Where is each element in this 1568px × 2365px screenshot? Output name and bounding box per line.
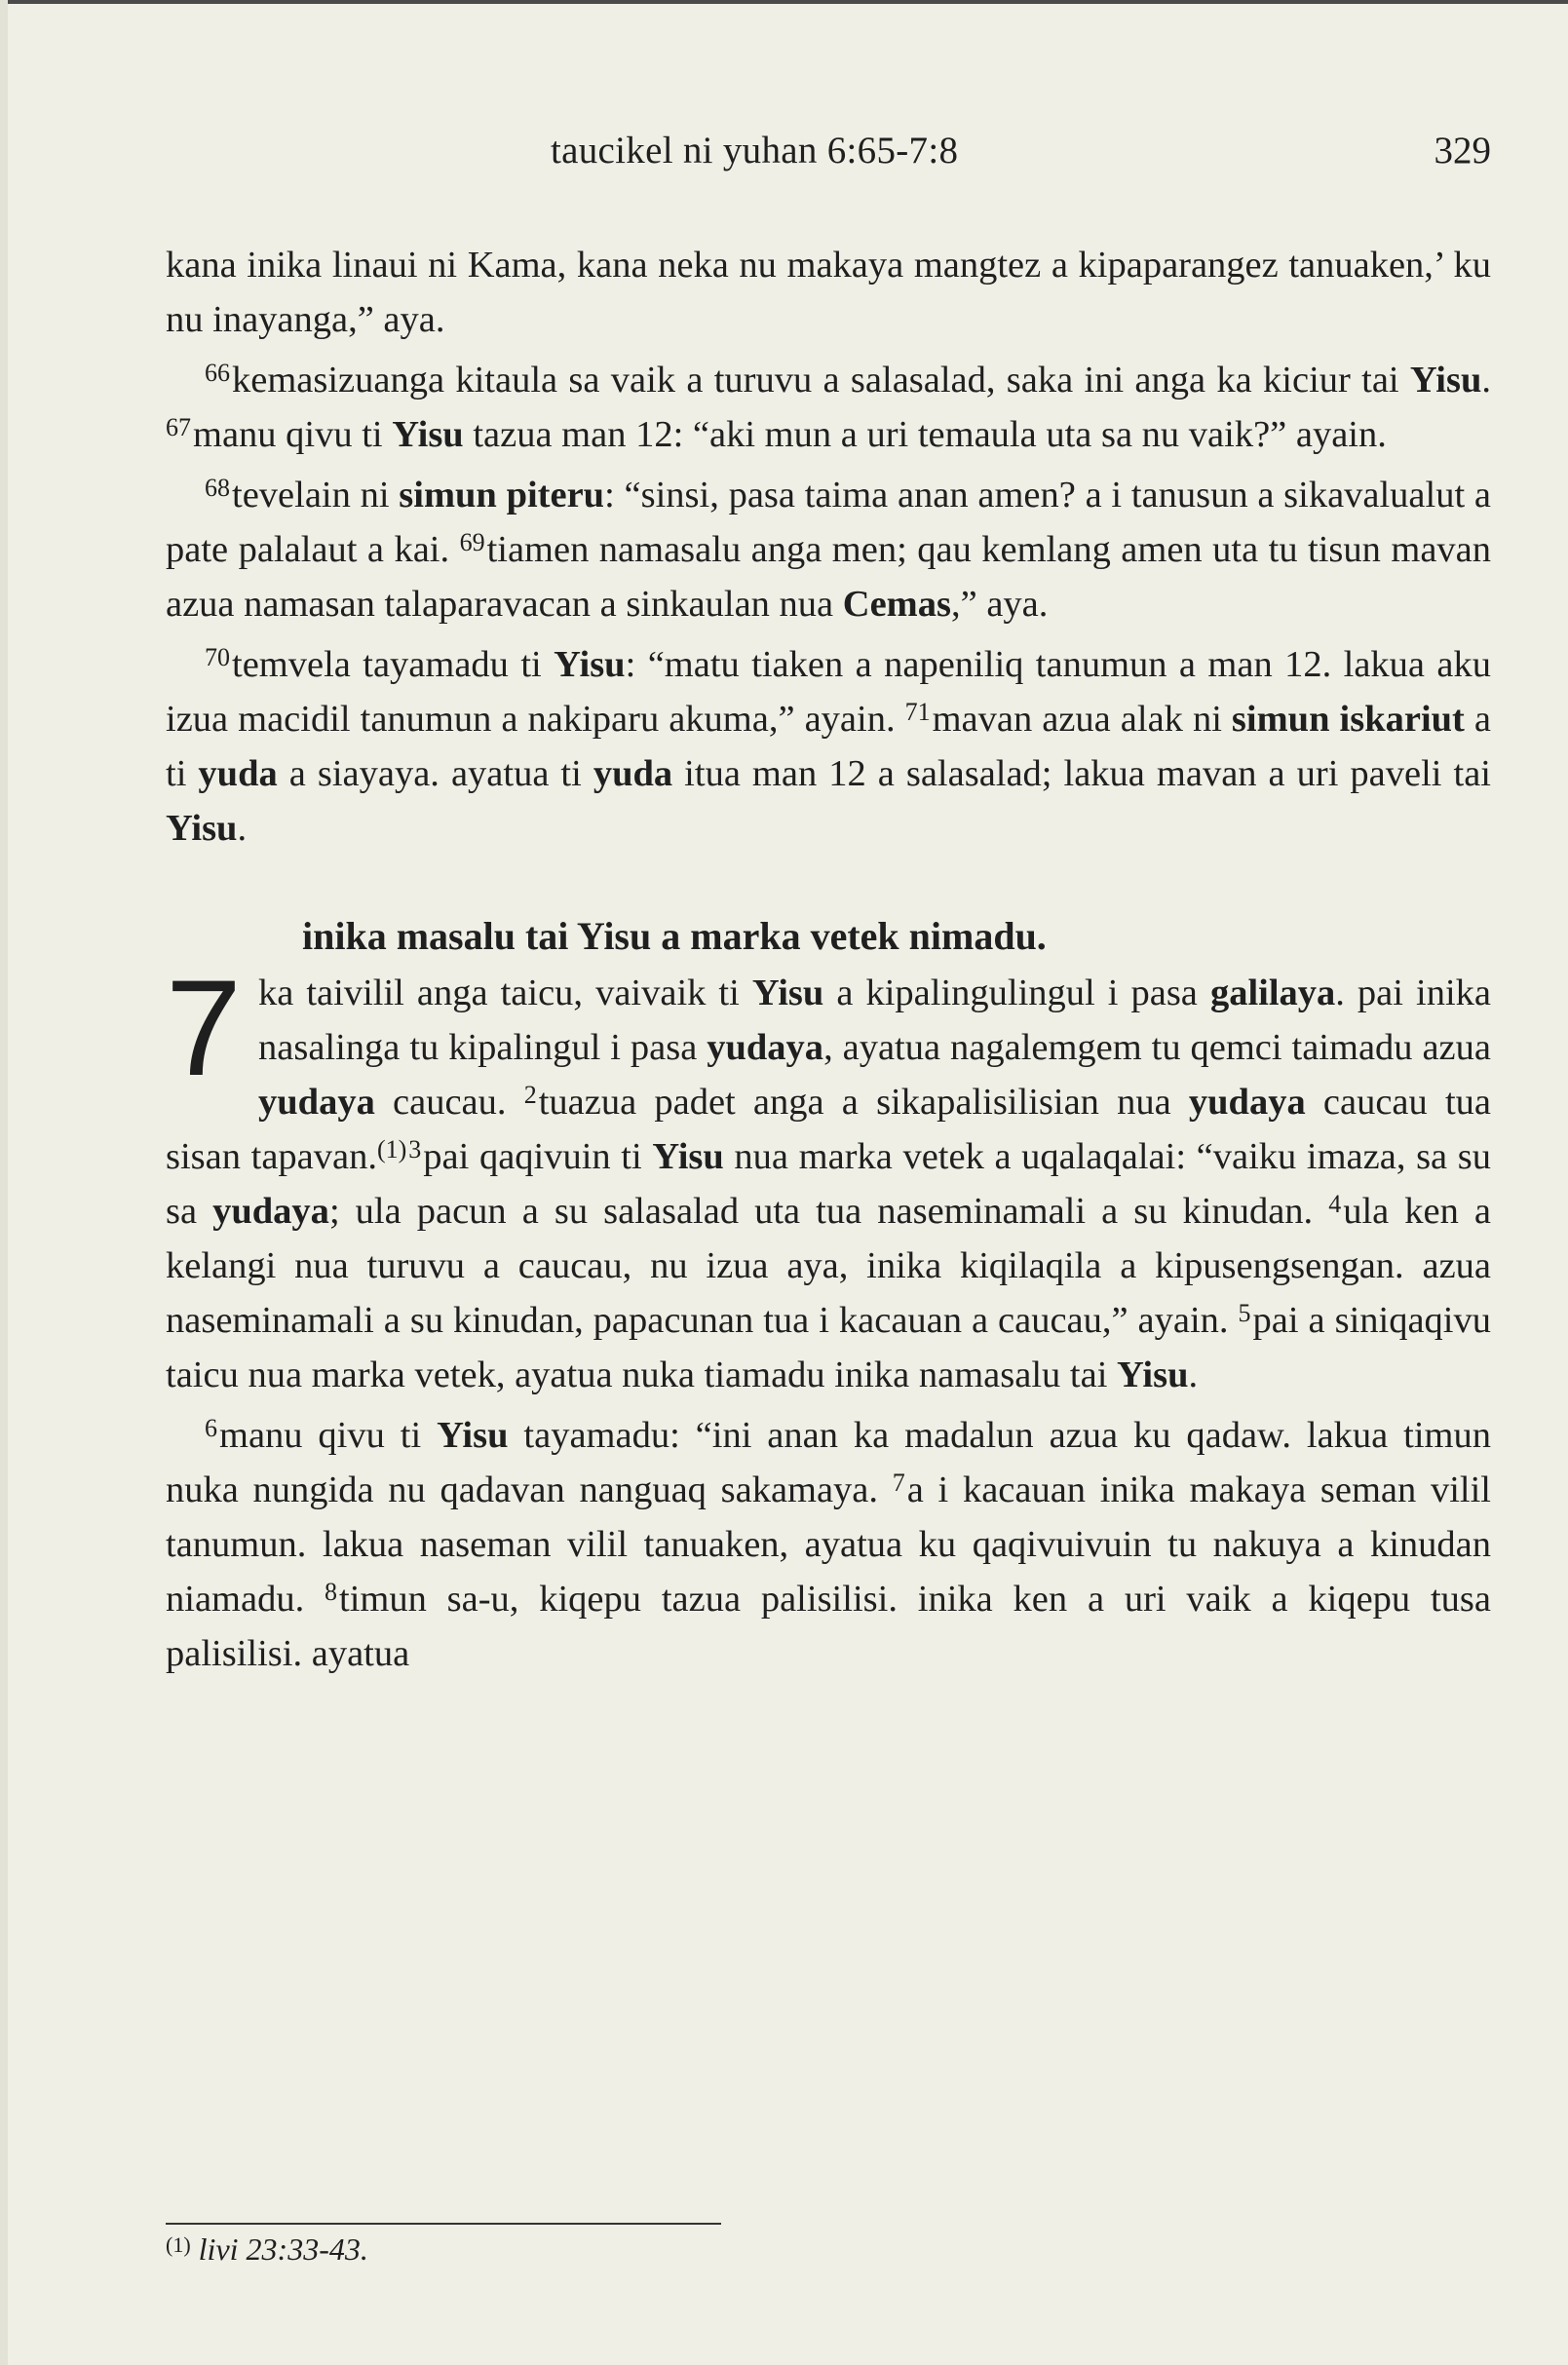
- name-bold: Yisu: [1117, 1354, 1189, 1395]
- paragraph-text: tayamadu: “ini anan ka madalun azua ku qadaw. lakua timun nuka nungida nu qadavan nanguaq sakamaya.: [166, 1415, 1491, 1510]
- paragraph-text: a kipalingulingul i pasa: [823, 973, 1210, 1013]
- paragraph-text: .: [1188, 1354, 1199, 1395]
- name-bold: yudaya: [707, 1027, 824, 1068]
- paragraph-text: nua marka vetek a uqalaqalai: “vaiku imaza, sa su sa: [166, 1136, 1491, 1232]
- paragraph-text: tuazua padet anga a sikapalisilisian nua: [538, 1082, 1189, 1123]
- name-bold: Yisu: [1409, 360, 1482, 401]
- name-bold: Yisu: [554, 644, 626, 685]
- page-left-edge: [0, 0, 8, 2365]
- verse-number: 7: [892, 1469, 905, 1497]
- paragraph-text: pai qaqivuin ti: [423, 1136, 653, 1177]
- verse-number: 68: [205, 474, 230, 502]
- name-bold: Yisu: [166, 808, 238, 849]
- page-top-edge: [0, 0, 1568, 4]
- paragraph-text: ,” aya.: [950, 584, 1049, 625]
- running-title: taucikel ni yuhan 6:65-7:8: [551, 130, 959, 172]
- name-bold: Yisu: [437, 1415, 509, 1456]
- paragraph-text: temvela tayamadu ti: [232, 644, 555, 685]
- paragraph-text: kemasizuanga kitaula sa vaik a turuvu a salasalad, saka ini anga ka kiciur tai: [232, 360, 1410, 401]
- verse-number: 2: [523, 1081, 537, 1109]
- verse-number: 71: [904, 698, 931, 726]
- paragraph-verse-66: [166, 353, 1491, 462]
- chapter-number: 7: [166, 951, 242, 1104]
- paragraph-text: manu qivu ti: [193, 414, 393, 455]
- paragraph-text: kana inika linaui ni Kama, kana neka nu makaya mangtez a kipaparangez tanuaken,’ ku nu inayanga,” aya.: [166, 245, 1491, 340]
- paragraph-text: . pai inika nasalinga tu kipalingul i pasa: [258, 973, 1491, 1068]
- name-bold: yuda: [593, 753, 673, 794]
- paragraph-text: ; ula pacun a su salasalad uta tua naseminamali a su kinudan.: [328, 1191, 1329, 1232]
- paragraph-verse-68: [166, 468, 1491, 631]
- paragraph-text: a ti: [166, 699, 1492, 794]
- name-bold: yudaya: [1188, 1082, 1306, 1123]
- paragraph-verse-70: [166, 637, 1491, 856]
- verse-number: 67: [166, 413, 191, 441]
- paragraph-text: tiamen namasalu anga men; qau kemlang amen uta tu tisun mavan azua namasan talaparavacan a sinkaulan nua: [166, 529, 1491, 625]
- paragraph-text: manu qivu ti: [219, 1415, 438, 1456]
- verse-number: 69: [459, 528, 485, 556]
- paragraph-text: : “sinsi, pasa taima anan amen? a i tanusun a sikavalualut a pate palalaut a kai.: [166, 475, 1491, 570]
- verse-number: 5: [1238, 1299, 1251, 1327]
- name-bold: Yisu: [751, 973, 824, 1013]
- footnote-divider: [166, 2223, 721, 2225]
- name-bold: yudaya: [212, 1191, 329, 1232]
- paragraph-continuation: [166, 238, 1491, 347]
- section-heading: inika masalu tai Yisu a marka vetek nimadu.: [302, 914, 1047, 958]
- verse-number: 4: [1328, 1190, 1342, 1218]
- paragraph-text: : “matu tiaken a napeniliq tanumun a man 12. lakua aku izua macidil tanumun a nakiparu akuma,” ayain.: [166, 644, 1491, 740]
- page-number: 329: [1434, 130, 1491, 172]
- paragraph-text: itua man 12 a salasalad; lakua mavan a uri paveli tai: [672, 753, 1491, 794]
- name-bold: Cemas: [842, 584, 951, 625]
- paragraph-text: ka taivilil anga taicu, vaivaik ti: [258, 973, 752, 1013]
- footnote-text: livi 23:33-43.: [198, 2231, 368, 2267]
- name-bold: yuda: [198, 753, 278, 794]
- verse-number: 70: [205, 643, 230, 671]
- paragraph-text: a i kacauan inika makaya seman vilil tanumun. lakua naseman vilil tanuaken, ayatua ku qaqivuivuin tu nakuya a kinudan niamadu.: [166, 1469, 1491, 1620]
- name-bold: simun iskariut: [1231, 699, 1465, 740]
- paragraph-text: pai a siniqaqivu taicu nua marka vetek, ayatua nuka tiamadu inika namasalu tai: [166, 1300, 1491, 1395]
- paragraph-text: tevelain ni: [232, 475, 400, 515]
- verse-number: 8: [325, 1578, 338, 1606]
- verse-number: 3: [408, 1135, 422, 1163]
- paragraph-verse-1: [166, 951, 1491, 1402]
- verse-number: 66: [205, 359, 230, 387]
- name-bold: simun piteru: [399, 475, 605, 515]
- name-bold: Yisu: [392, 414, 464, 455]
- paragraph-text: a siayaya. ayatua ti: [277, 753, 593, 794]
- name-bold: galilaya: [1209, 973, 1336, 1013]
- name-bold: yudaya: [258, 1082, 375, 1123]
- paragraph-text: .: [237, 808, 248, 849]
- paragraph-text: ula ken a kelangi nua turuvu a caucau, nu izua aya, inika kiqilaqila a kipusengsengan. azua naseminamali a su kinudan, papacunan tua i kacauan a caucau,” ayain.: [166, 1191, 1491, 1341]
- verse-number: 6: [205, 1414, 217, 1442]
- paragraph-text: tazua man 12: “aki mun a uri temaula uta sa nu vaik?” ayain.: [463, 414, 1387, 455]
- paragraph-text: mavan azua alak ni: [932, 699, 1232, 740]
- paragraph-text: caucau tua sisan tapavan.: [166, 1082, 1491, 1177]
- name-bold: Yisu: [652, 1136, 724, 1177]
- footnote-reference[interactable]: (1): [376, 1135, 407, 1163]
- page-header: [166, 129, 1491, 187]
- paragraph-text: .: [1481, 360, 1491, 401]
- paragraph-text: caucau.: [374, 1082, 524, 1123]
- footnote-marker: (1): [166, 2232, 191, 2257]
- paragraph-verse-6: [166, 1408, 1491, 1681]
- footnote: [166, 2231, 368, 2268]
- paragraph-text: , ayatua nagalemgem tu qemci taimadu azua: [823, 1027, 1491, 1068]
- chapter-7-block: [166, 951, 1491, 1402]
- page-body: [166, 238, 1491, 1687]
- paragraph-text: timun sa-u, kiqepu tazua palisilisi. inika ken a uri vaik a kiqepu tusa palisilisi. ayatua: [166, 1579, 1492, 1674]
